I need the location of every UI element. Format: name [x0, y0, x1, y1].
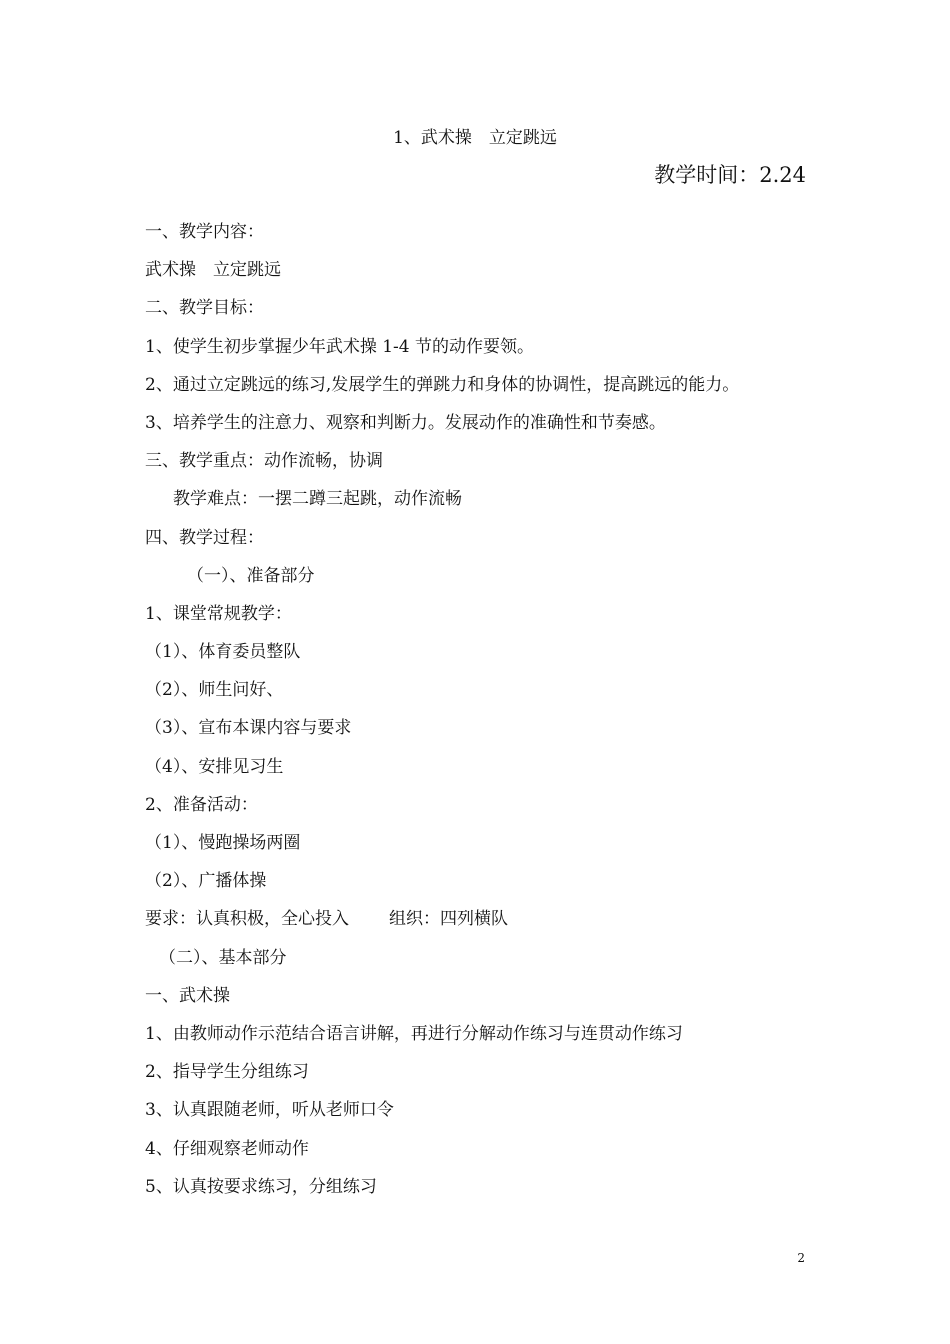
difficult-points: 教学难点：一摆二蹲三起跳，动作流畅	[173, 489, 462, 510]
section-teaching-process: 四、教学过程：	[145, 527, 264, 548]
section-teaching-content: 一、教学内容：	[145, 222, 264, 242]
goal-item-1: 1、使学生初步掌握少年武术操 1-4 节的动作要领。	[145, 336, 534, 357]
lesson-body	[145, 213, 845, 1206]
routine-item-1: （1）、体育委员整队	[145, 642, 301, 663]
wushu-item-1: 1、由教师动作示范结合语言讲解，再进行分解动作练习与连贯动作练习	[145, 1023, 683, 1044]
wushu-item-2: 2、指导学生分组练习	[145, 1062, 309, 1083]
lesson-title: 1、武术操 立定跳远	[393, 128, 557, 148]
teaching-time: 教学时间：2.24	[654, 163, 806, 187]
requirement-organization-line	[145, 900, 845, 938]
goal-item-3: 3、培养学生的注意力、观察和判断力。发展动作的准确性和节奏感。	[145, 412, 666, 433]
section-teaching-goals: 二、教学目标：	[145, 298, 264, 319]
wushu-item-4: 4、仔细观察老师动作	[145, 1138, 309, 1159]
page-number: 2	[797, 1251, 805, 1265]
goal-item-2: 2、通过立定跳远的练习,发展学生的弹跳力和身体的协调性，提高跳远的能力。	[145, 374, 740, 395]
warmup-item-1: （1）、慢跑操场两圈	[145, 833, 301, 853]
wushu-item-5: 5、认真按要求练习，分组练习	[145, 1176, 377, 1197]
requirement-text: 要求：认真积极，全心投入	[145, 909, 349, 930]
organization-text: 组织：四列横队	[389, 909, 508, 930]
routine-item-4: （4）、安排见习生	[145, 756, 284, 777]
wushu-item-3: 3、认真跟随老师，听从老师口令	[145, 1100, 394, 1121]
subsection-basic: （二）、基本部分	[159, 947, 287, 968]
routine-item-3: （3）、宣布本课内容与要求	[145, 718, 352, 739]
section-key-points: 三、教学重点：动作流畅，协调	[145, 451, 383, 472]
teaching-content-text: 武术操 立定跳远	[145, 260, 281, 281]
routine-item-2: （2）、师生问好、	[145, 680, 284, 701]
warmup-heading: 2、准备活动：	[145, 794, 258, 815]
subsection-preparation: （一）、准备部分	[187, 565, 315, 586]
warmup-item-2: （2）、广播体操	[145, 871, 267, 892]
wushu-heading: 一、武术操	[145, 985, 230, 1006]
routine-heading: 1、课堂常规教学：	[145, 603, 292, 624]
